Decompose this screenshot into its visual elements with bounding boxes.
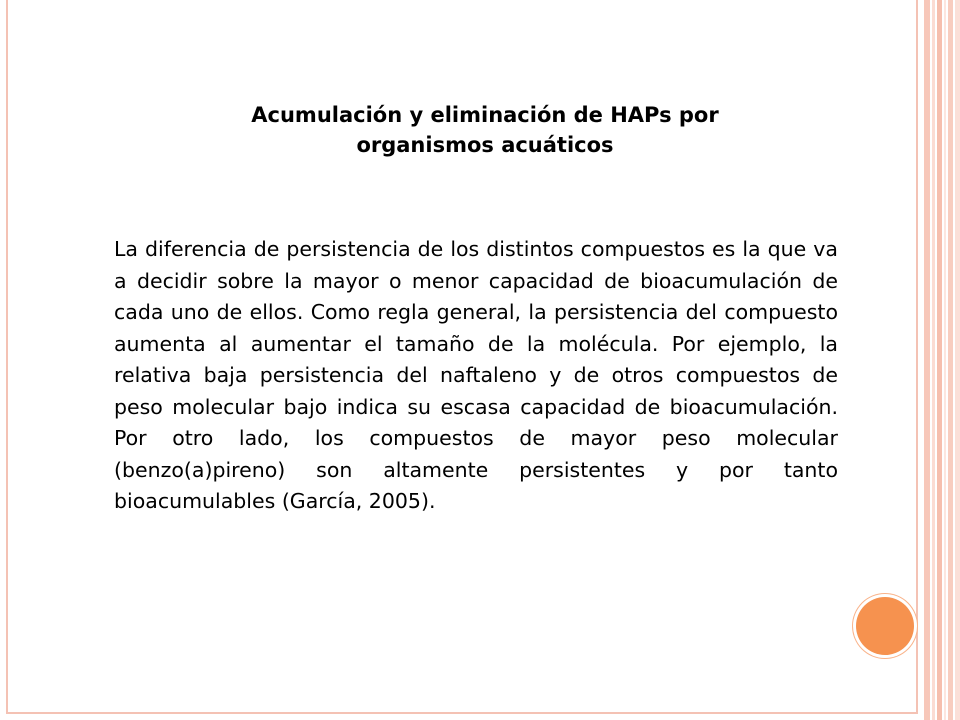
decorative-stripe — [924, 0, 930, 720]
slide-body-text: La diferencia de persistencia de los distintos compuestos es la que va a decidir sobre la mayor o menor capacidad de bioacumulación de cada uno de ellos. Como regla general, la persistencia del compuesto aumenta al aumentar el tamaño de la molécula. Por ejemplo, la relativa baja persistencia del naftaleno y de otros compuestos de peso molecular bajo indica su escasa capacidad de bioacumulación. Por otro lado, los compuestos de mayor peso molecular (benzo(a)pireno) son altamente persistentes y por tanto bioacumulables (García, 2005). — [114, 237, 838, 513]
decorative-circle-icon — [856, 597, 914, 655]
slide-title — [150, 100, 820, 160]
decorative-stripe — [955, 0, 960, 720]
slide-title-line-2: organismos acuáticos — [356, 133, 614, 157]
decorative-stripe — [937, 0, 942, 720]
decorative-stripe — [948, 0, 953, 720]
slide-title-line-1: Acumulación y eliminación de HAPs por — [251, 103, 719, 127]
decorative-stripe — [944, 0, 946, 720]
decorative-stripe — [932, 0, 935, 720]
